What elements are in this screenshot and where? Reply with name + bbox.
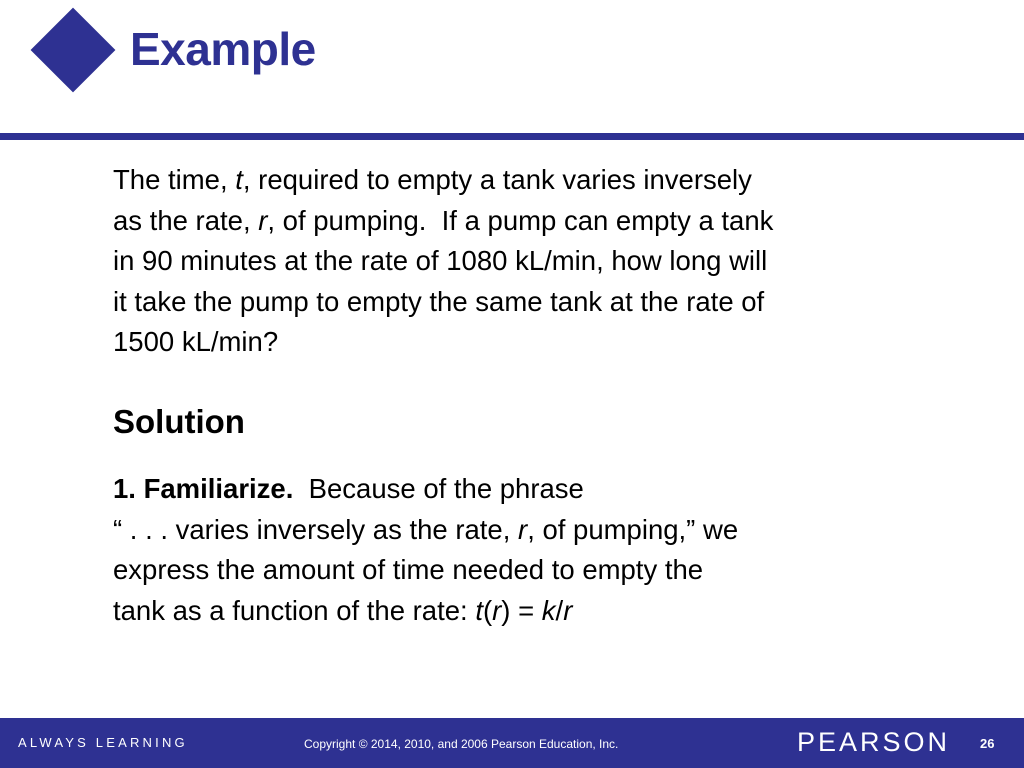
step-line — [113, 591, 953, 632]
text-run: , required to empty a tank varies inversely — [242, 164, 752, 195]
step-line — [113, 469, 953, 510]
text-run: in 90 minutes at the rate of 1080 kL/min, how long will — [113, 245, 768, 276]
step-line — [113, 510, 953, 551]
text-run: it take the pump to empty the same tank at the rate of — [113, 285, 765, 317]
text-run: , of pumping,” we — [527, 513, 739, 545]
problem-line — [113, 322, 953, 363]
problem-line — [113, 201, 953, 242]
problem-line — [113, 241, 953, 282]
step-label: 1. Familiarize. — [113, 473, 294, 504]
variable-r: r — [518, 513, 528, 545]
variable-r: r — [563, 594, 573, 626]
footer-copyright: Copyright © 2014, 2010, and 2006 Pearson Education, Inc. — [304, 737, 619, 751]
variable-r: r — [492, 594, 502, 626]
step-line — [113, 550, 953, 591]
variable-t: t — [235, 164, 243, 195]
text-run: ( — [482, 594, 493, 626]
pearson-logo: PEARSON — [797, 727, 951, 757]
text-run: 1500 kL/min? — [113, 326, 279, 357]
problem-line — [113, 160, 953, 201]
variable-r: r — [258, 204, 268, 236]
variable-k: k — [541, 594, 556, 626]
title-divider — [0, 133, 1024, 140]
footer-bar — [0, 718, 1024, 768]
problem-text — [113, 160, 953, 363]
page-number: 26 — [980, 736, 995, 751]
footer-tagline: ALWAYS LEARNING — [18, 735, 188, 750]
text-run: express the amount of time needed to empty the — [113, 554, 704, 585]
solution-heading: Solution — [113, 403, 245, 440]
text-run: The time, — [113, 164, 236, 195]
text-run: Because of the phrase — [293, 473, 584, 504]
text-run: ) = — [501, 594, 542, 626]
text-run: / — [555, 594, 564, 626]
slide-title: Example — [130, 23, 316, 75]
title-diamond-icon — [31, 8, 116, 93]
variable-t: t — [475, 594, 483, 626]
text-run: tank as a function of the rate: — [113, 594, 476, 626]
problem-line — [113, 282, 953, 323]
text-run: “ . . . varies inversely as the rate, — [113, 513, 519, 545]
step-familiarize — [113, 469, 953, 631]
text-run: as the rate, — [113, 204, 259, 236]
text-run: , of pumping. If a pump can empty a tank — [267, 204, 774, 236]
